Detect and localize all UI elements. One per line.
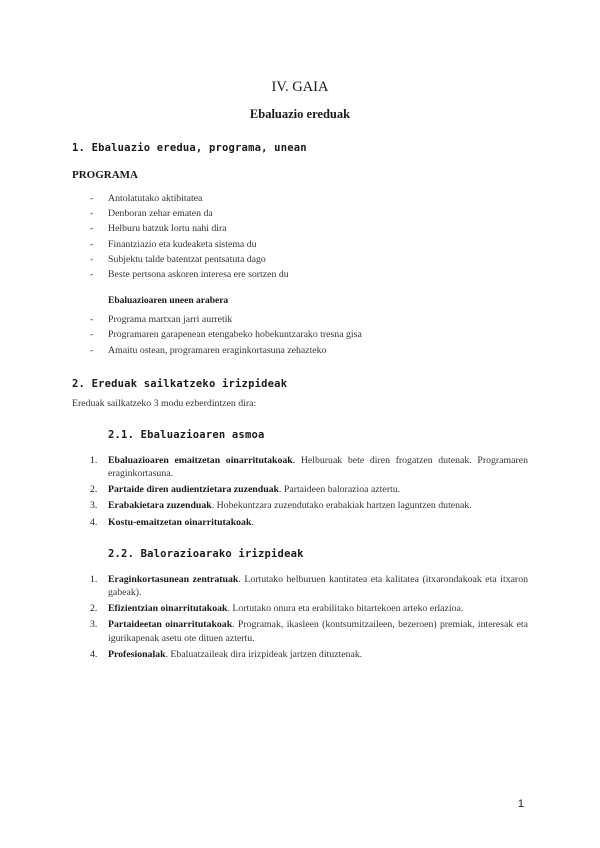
program-label: PROGRAMA (72, 169, 138, 181)
item-number: 1. (90, 573, 98, 585)
page-content (72, 78, 528, 661)
dash-bullet: - (90, 344, 94, 356)
item-number: 4. (90, 648, 98, 660)
list-item (72, 312, 528, 327)
subsection-2-2-heading: 2.2. Balorazioarako irizpideak (108, 547, 304, 560)
item-text: . Lortutako onura eta erabilitako bitartekoen arteko erlazioa. (227, 603, 464, 615)
item-term: Partaide diren audientzietara zuzenduak (108, 484, 279, 496)
item-term: Kostu-emaitzetan oinarritutakoak (108, 516, 252, 528)
dash-bullet: - (90, 253, 94, 265)
item-number: 2. (90, 484, 98, 496)
list-item (72, 252, 528, 267)
numbered-item (72, 573, 528, 599)
chapter-title: IV. GAIA (271, 79, 329, 95)
numbered-item (72, 454, 528, 480)
list-item-text: Helburu batzuk lortu nahi dira (108, 223, 227, 235)
section-2-intro: Ereduak sailkatzeko 3 modu ezberdintzen dira: (72, 397, 257, 409)
program-list (72, 191, 528, 282)
dash-bullet: - (90, 208, 94, 220)
list-item (72, 206, 528, 221)
list-item-text: Denboran zehar ematen da (108, 208, 213, 220)
item-text: . Hobekuntzara zuzendutako erabakiak hartzen laguntzen dutenak. (211, 500, 472, 512)
list-item-text: Amaitu ostean, programaren eraginkortasuna zehazteko (108, 344, 327, 356)
list-item-text: Beste pertsona askoren interesa ere sortzen du (108, 269, 289, 281)
section-1-heading: 1. Ebaluazio eredua, programa, unean (72, 142, 307, 154)
item-text: . Ebaluatzaileak dira irizpideak jartzen dituztenak. (165, 648, 363, 660)
list-item (72, 237, 528, 252)
list-item-text: Subjektu talde batentzat pentsatuta dago (108, 253, 266, 265)
list-item (72, 191, 528, 206)
numbered-item (72, 516, 528, 529)
item-text: . Partaideen balorazioa aztertu. (279, 484, 401, 496)
subsection-2-1-heading: 2.1. Ebaluazioaren asmoa (108, 428, 265, 441)
dash-bullet: - (90, 314, 94, 326)
numbered-item (72, 483, 528, 496)
list-item-text: Antolatutako aktibitatea (108, 193, 203, 204)
item-term: Erabakietara zuzenduak (108, 500, 212, 512)
item-number: 1. (90, 454, 98, 466)
chapter-subtitle: Ebaluazio ereduak (249, 107, 351, 121)
section-2-heading: 2. Ereduak sailkatzeko irizpideak (72, 377, 288, 390)
item-number: 3. (90, 500, 98, 512)
moments-subheading: Ebaluazioaren uneen arabera (108, 296, 229, 307)
list-item (72, 267, 528, 282)
purpose-list (72, 454, 528, 529)
numbered-item (72, 499, 528, 512)
item-number: 2. (90, 603, 98, 615)
page-number: 1 (517, 798, 524, 810)
item-text: . Lortutako helburuen kantitatea eta kalitatea (itxarondakoak eta itxaron gabeak). (108, 573, 528, 599)
moments-list (72, 312, 528, 358)
item-text: . (251, 516, 254, 528)
numbered-item (72, 648, 528, 661)
item-text: . Helburuak bete diren frogatzen dutenak. Programaren eraginkortasuna. (108, 454, 528, 480)
criteria-list (72, 573, 528, 661)
list-item (72, 327, 528, 342)
numbered-item (72, 618, 528, 644)
dash-bullet: - (90, 269, 94, 281)
list-item-text: Programaren garapenean etengabeko hobekuntzarako tresna gisa (108, 329, 362, 341)
dash-bullet: - (90, 329, 94, 341)
item-term: Efizientzian oinarritutakoak (108, 603, 228, 615)
dash-bullet: - (90, 238, 94, 250)
list-item-text: Finantziazio eta kudeaketa sistema du (108, 238, 257, 250)
list-item-text: Programa martxan jarri aurretik (108, 314, 233, 326)
item-number: 3. (90, 619, 98, 631)
item-text: . Programak, ikasleen (kontsumitzaileen, bezeroen) premiak, interesak eta igurikapenak asetu ote dituen aztertu. (108, 619, 528, 644)
dash-bullet: - (90, 223, 94, 235)
item-term: Ebaluazioaren emaitzetan oinarritutakoak (108, 454, 293, 466)
list-item (72, 343, 528, 358)
numbered-item (72, 602, 528, 615)
item-number: 4. (90, 516, 98, 528)
item-term: Eraginkortasunean zentratuak (108, 573, 239, 585)
dash-bullet: - (90, 193, 94, 204)
item-term: Partaideetan oinarritutakoak (108, 619, 233, 631)
item-term: Profesionalak (108, 648, 166, 660)
list-item (72, 221, 528, 236)
